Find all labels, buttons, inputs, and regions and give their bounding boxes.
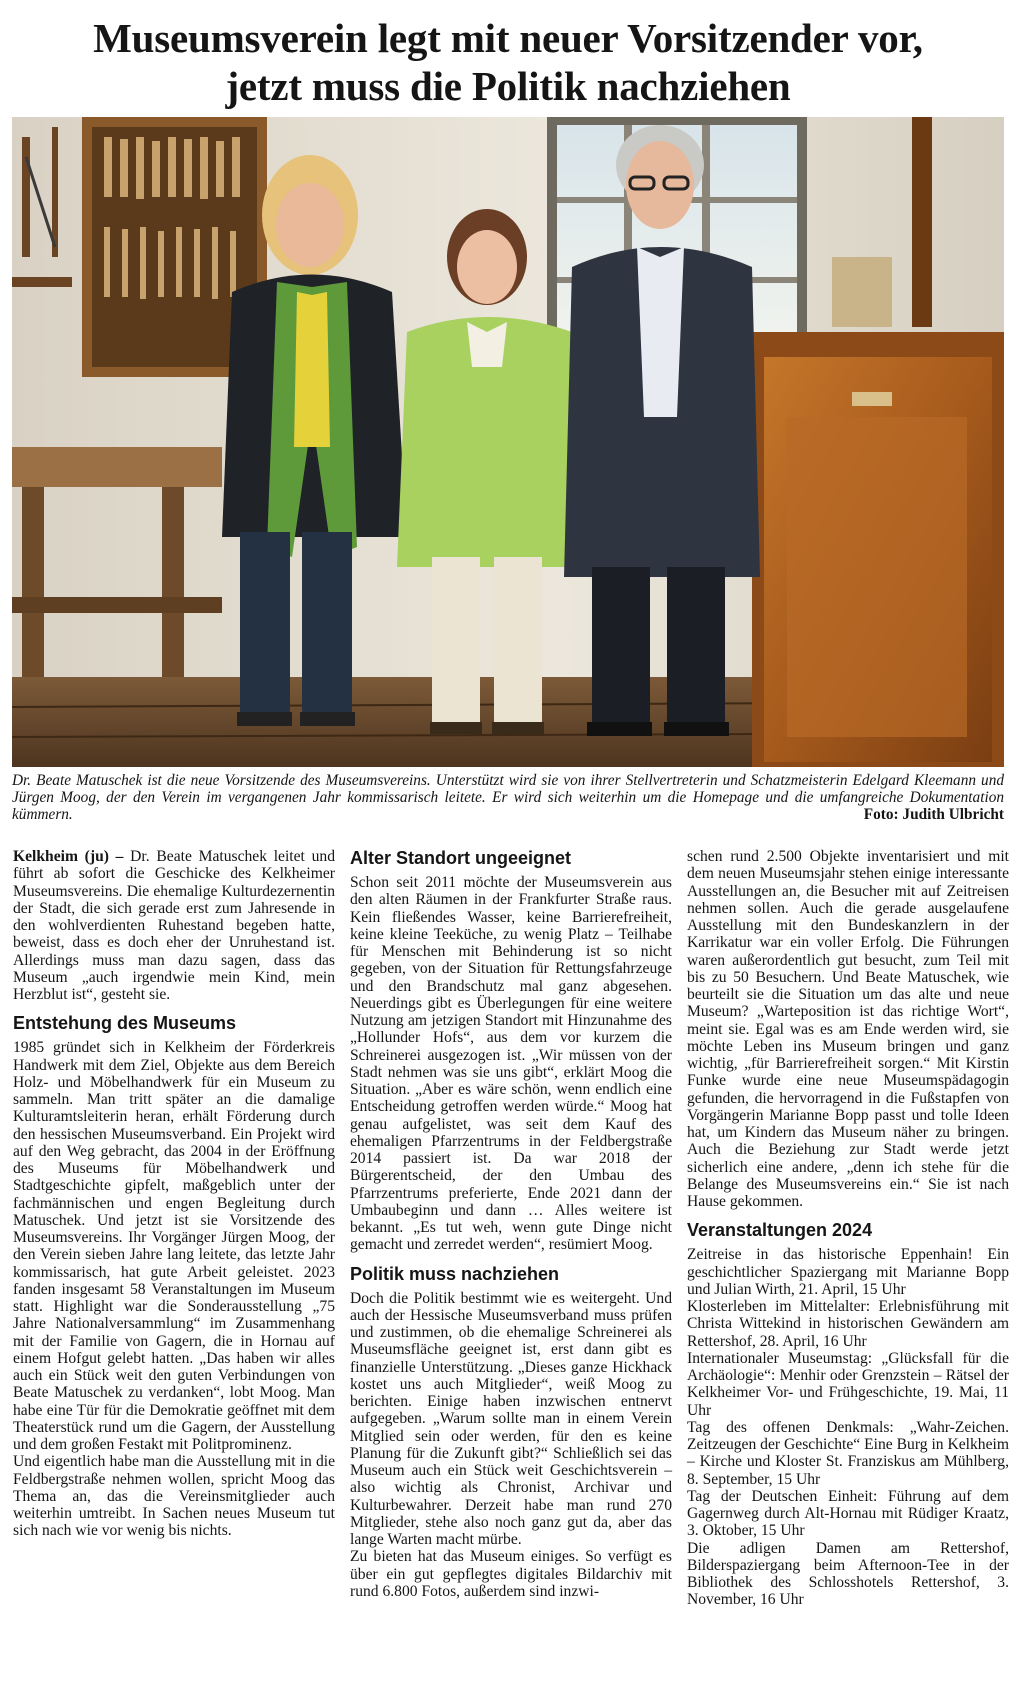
subheading-veranstaltungen: Veranstaltungen 2024 (687, 1220, 873, 1241)
event-item: Zeitreise in das historische Eppenhain! Ein geschichtlicher Spaziergang mit Marianne Bopp und Julian Wirth, 21. April, 15 Uhr (687, 1246, 1009, 1298)
subheading-entstehung: Entstehung des Museums (13, 1013, 237, 1034)
article-headline (0, 14, 1016, 110)
caption-text: Dr. Beate Matuschek ist die neue Vorsitzende des Museumsvereins. Unterstützt wird sie von ihrer Stellvertreterin und Schatzmeisterin Edelgard Kleemann und Jürgen Moog, der den Verein im vergangenen Jahr kommissarisch leitete. Er wird sich weiterhin um die Homepage und die umfangreiche Dokumentation kümmern. (12, 772, 1004, 824)
photo-illustration (12, 117, 1004, 767)
paragraph-bildarchiv: Zu bieten hat das Museum einiges. So verfügt es über ein gut gepflegtes digitales Bildarchiv mit rund 6.800 Fotos, außerdem sind inzwi- (350, 1548, 672, 1600)
paragraph-objekte: schen rund 2.500 Objekte inventarisiert und mit dem neuen Museumsjahr stehen einige interessante Ausstellungen an, die Besucher mit auf Zeitreisen nehmen sollen. Auch die gerade ausgelaufene Ausstellung mit den Bundeskanzlern in der Karrikatur war ein voller Erfolg. Die Führungen waren außerordentlich gut besucht, zum Teil mit bis zu 50 Besuchern. Und Beate Matuschek, wie beurteilt sie die Situation um das alte und neue Museum? „Warteposition ist das richtige Wort“, meint sie. Egal was es am Ende werden wird, sie möchte Leben ins Museum bringen und ganz wichtig, „für Barrierefreiheit sorgen.“ Mit Kirstin Funke wurde eine neue Museumspädagogin gefunden, die hervorragend in die Fußstapfen von Vorgängerin Marianne Bopp passt und tolle Ideen hat, um Kindern das Museum näher zu bringen. Auch die Beziehung zur Stadt werde jetzt sicherlich eine andere, „denn ich stehe für die Belange des Museumsvereins ein.“ Sie ist nach Hause gekommen. (687, 848, 1009, 1210)
photo-credit: Foto: Judith Ulbricht (863, 806, 1004, 824)
dateline: Kelkheim (ju) – (13, 848, 124, 865)
intro-text: Dr. Beate Matuschek leitet und führt ab sofort die Geschicke des Kelkheimer Museumsvereins. Die ehemalige Kulturdezernentin der Stadt, die sich gerade erst zum Jahresende in den wohlverdienten Ruhestand begeben hatte, beweist, dass es doch eher der Unruhestand ist. Allerdings muss man dazu sagen, dass das Museum „auch irgendwie mein Kind, mein Herzblut ist“, gesteht sie. (13, 848, 335, 1003)
headline-line-1: Museumsverein legt mit neuer Vorsitzender vor, (93, 15, 923, 61)
photo-caption (12, 772, 1004, 824)
paragraph-feldbergstrasse: Und eigentlich habe man die Ausstellung mit in die Feldbergstraße nehmen wollen, spricht Moog das Thema an, das die Vereinsmitglieder auch weiterhin umtreibt. In Sachen neues Museum tut sich nach wie vor wenig bis nichts. (13, 1453, 335, 1540)
subheading-standort: Alter Standort ungeeignet (350, 848, 572, 868)
event-item: Tag der Deutschen Einheit: Führung auf dem Gagernweg durch Alt-Hornau mit Rüdiger Kraatz, 3. Oktober, 15 Uhr (687, 1487, 1009, 1540)
event-item: Die adligen Damen am Rettershof, Bilderspaziergang beim Afternoon-Tee in der Bibliothek des Schlosshotels Rettershof, 3. November, 16 Uhr (687, 1539, 1009, 1609)
paragraph-standort: Schon seit 2011 möchte der Museumsverein aus den alten Räumen in der Frankfurter Straße raus. Kein fließendes Wasser, keine Barrierefreiheit, keine kleine Teeküche, zu wenig Platz – Teilhabe für Menschen mit Behinderung ist so nicht gegeben, von der Situation für Rettungsfahrzeuge und den Brandschutz mal ganz abgesehen. Neuerdings gibt es Überlegungen für eine weitere Nutzung am jetzigen Standort mit Hinzunahme des „Hollunder Hofs“, aus dem vor kurzem die Schreinerei ausgezogen ist. „Wir müssen von der Stadt nehmen was sie uns gibt“, erklärt Moog die Situation. „Aber es wäre schön, wenn endlich eine Entscheidung getroffen werden würde.“ Moog hat genau aufgelistet, was seit dem Kauf des ehemaligen Pfarrzentrums in der Feldbergstraße 2014 passiert ist. Da war 2018 der Bürgerentscheid, der den Umbau des Pfarrzentrums preferierte, Ende 2021 dann der Umbaubeginn und dann … Alles weitere ist bekannt. „Es tut weh, wenn gute Dinge nicht gemacht und zerredet werden“, resümiert Moog. (350, 874, 672, 1254)
event-item: Internationaler Museumstag: „Glücksfall für die Archäologie“: Menhir oder Grenzstein – Rätsel der Kelkheimer Vor- und Frühgeschichte, 19. Mai, 11 Uhr (687, 1349, 1009, 1419)
article-column-3 (687, 848, 1009, 1609)
headline-line-2: jetzt muss die Politik nachziehen (225, 63, 791, 109)
article-photo (12, 117, 1004, 767)
event-item: Tag des offenen Denkmals: „Wahr-Zeichen. Zeitzeugen der Geschichte“ Eine Burg in Kelkheim – Kirche und Kloster St. Franziskus am Mühlberg, 8. September, 15 Uhr (687, 1418, 1009, 1488)
intro-paragraph (13, 848, 335, 1003)
event-item: Klosterleben im Mittelalter: Erlebnisführung mit Christa Wittekind in historischen Gewändern am Rettershof, 28. April, 16 Uhr (687, 1298, 1009, 1350)
article-column-1 (13, 848, 335, 1540)
article-column-2 (350, 848, 672, 1600)
paragraph-politik: Doch die Politik bestimmt wie es weitergeht. Und auch der Hessische Museumsverband muss prüfen und zustimmen, ob die ehemalige Schreinerei als Museumsfläche geeignet ist, erst dann gibt es finanzielle Unterstützung. „Dieses ganze Hickhack kostet uns auch Mitglieder“, weiß Moog zu berichten. Einige haben inzwischen entnervt aufgegeben. „Warum sollte man in einem Verein Mitglied sein oder werden, für den es keine Planung für die Zukunft gibt?“ Schließlich sei das Museum auch ein Stück weit Geschichtsverein – also wichtig als Chronist, Archivar und Kulturbewahrer. Derzeit habe man rund 270 Mitglieder, stehe also noch ganz gut da, aber das lange Warten macht mürbe. (350, 1289, 672, 1548)
paragraph-entstehung: 1985 gründet sich in Kelkheim der Förderkreis Handwerk mit dem Ziel, Objekte aus dem Bereich Holz- und Möbelhandwerk für ein Museum zu sammeln. Man tritt später an die damalige Kulturamtsleiterin heran, erhält Förderung durch den hessischen Museumsverband. Ein Projekt wird auf den Weg gebracht, das 2004 in der Eröffnung des Museums für Möbelhandwerk und Stadtgeschichte gipfelt, maßgeblich unter der fachmännischen und engen Begleitung durch Matuschek. Und jetzt ist sie Vorsitzende des Museumsvereins. Ihr Vorgänger Jürgen Moog, der den Verein sieben Jahre lang leitete, das letzte Jahr kommissarisch, hat gute Arbeit geleistet. 2023 fanden insgesamt 58 Veranstaltungen im Museum statt. Highlight war die Sonderausstellung „75 Jahre Nationalversammlung“ im Zusammenhang mit der Familie von Gagern, die in Hornau auf einem Hofgut gelebt hatten. „Das haben wir alles auch ein Stück weit den guten Verbindungen von Beate Matuschek zu verdanken“, lobt Moog. Man habe eine Tür für die Demokratie geöffnet mit dem Theaterstück rund um die Gagern, der Ausstellung und dem großen Festakt mit Politprominenz. (13, 1039, 335, 1453)
subheading-politik: Politik muss nachziehen (350, 1263, 560, 1284)
